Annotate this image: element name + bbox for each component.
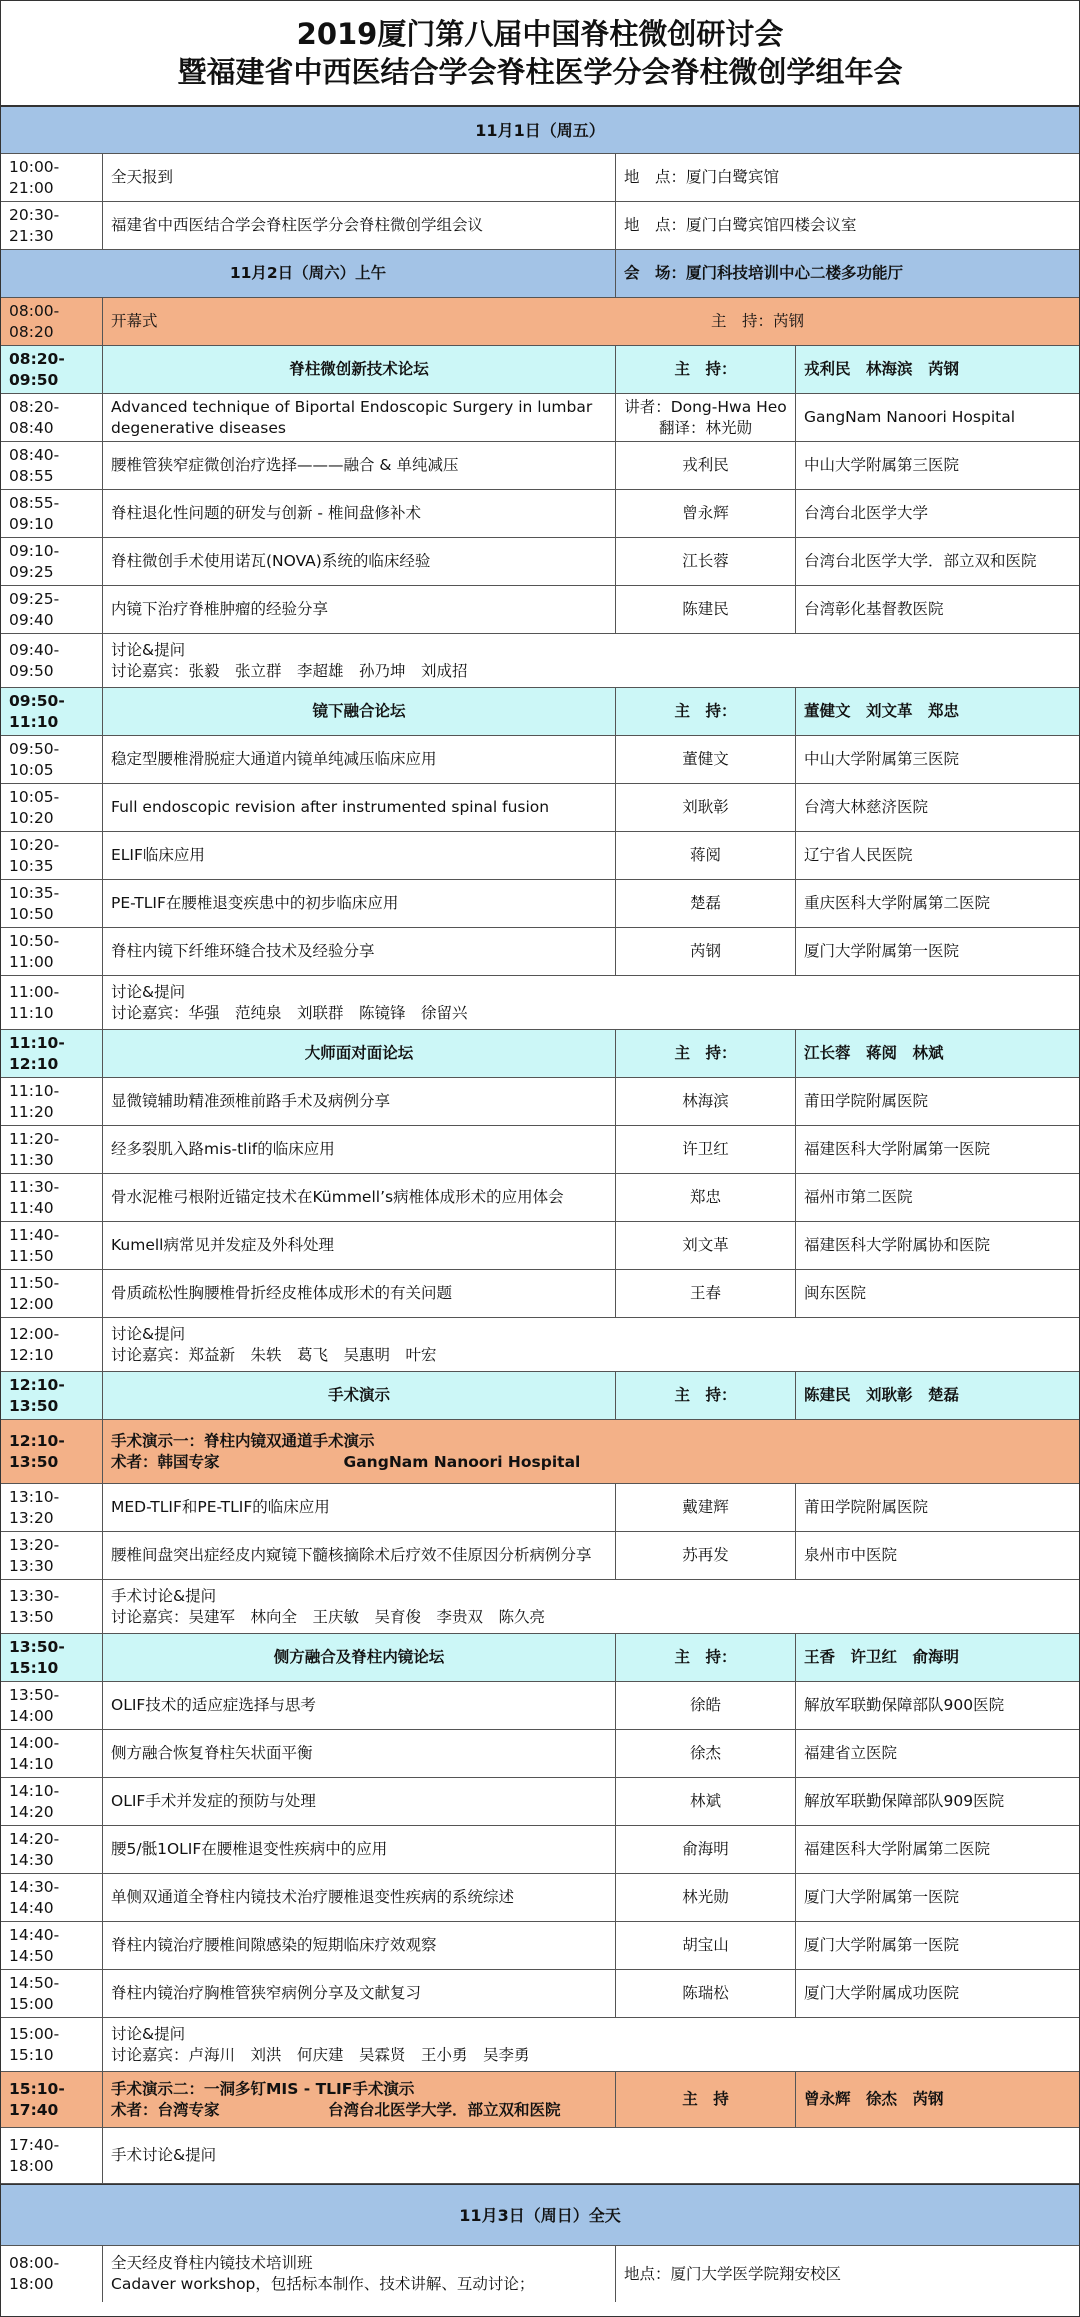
speaker-name: 刘文革 — [682, 1236, 729, 1254]
hosts: 董健文 刘文革 郑忠 — [804, 702, 960, 720]
demo2-line1: 手术演示二：一洞多钉MIS - TLIF手术演示 — [111, 2079, 415, 2098]
time-cell: 15:00-15:10 — [1, 2018, 103, 2071]
time-cell: 12:00-12:10 — [1, 1318, 103, 1371]
topic-cell: OLIF技术的适应症选择与思考 — [103, 1682, 616, 1729]
table-row — [1, 1532, 1079, 1580]
host-label: 主 持： — [616, 1372, 796, 1419]
speaker-cell — [616, 1484, 796, 1531]
schedule-row — [1, 154, 1079, 202]
translator-name: 翻译：林光勋 — [658, 418, 752, 437]
time-cell: 14:50-15:00 — [1, 1970, 103, 2017]
time-cell: 10:35-10:50 — [1, 880, 103, 927]
day1-header — [1, 106, 1079, 154]
speaker-cell — [616, 538, 796, 585]
time-cell: 14:40-14:50 — [1, 1922, 103, 1969]
table-row — [1, 394, 1079, 442]
table-row — [1, 538, 1079, 586]
speaker-name: 蒋阅 — [689, 846, 721, 864]
hospital-cell: 厦门大学附属第一医院 — [804, 1888, 960, 1906]
time-cell: 13:50-14:00 — [1, 1682, 103, 1729]
opening-row — [1, 298, 1079, 346]
host-label: 主 持： — [616, 346, 796, 393]
hospital-cell: 台湾大林慈济医院 — [804, 798, 929, 816]
time-cell: 10:05-10:20 — [1, 784, 103, 831]
time-cell: 13:30-13:50 — [1, 1580, 103, 1633]
demo2-line2: 术者：台湾专家 台湾台北医学大学．部立双和医院 — [111, 2100, 561, 2119]
speaker-cell — [616, 1078, 796, 1125]
hospital-cell: 福建医科大学附属协和医院 — [804, 1236, 991, 1254]
title-line-1: 2019厦门第八届中国脊柱微创研讨会 — [296, 17, 784, 51]
time-cell: 09:10-09:25 — [1, 538, 103, 585]
hospital-cell: 泉州市中医院 — [804, 1546, 898, 1564]
table-row — [1, 736, 1079, 784]
table-row — [1, 586, 1079, 634]
hospital-cell: 解放军联勤保障部队900医院 — [804, 1696, 1005, 1714]
topic-cell: 脊柱内镜治疗胸椎管狭窄病例分享及文献复习 — [103, 1970, 616, 2017]
section-name: 镜下融合论坛 — [103, 688, 616, 735]
time-cell: 08:40-08:55 — [1, 442, 103, 489]
speaker-name: 胡宝山 — [682, 1936, 729, 1954]
discussion-row — [1, 1580, 1079, 1634]
speaker-cell — [616, 1222, 796, 1269]
topic-cell: 脊柱微创手术使用诺瓦(NOVA)系统的临床经验 — [103, 538, 616, 585]
schedule-row — [1, 202, 1079, 250]
speaker-cell — [616, 1874, 796, 1921]
speaker-name: 讲者：Dong-Hwa Heo — [624, 397, 787, 416]
title-block — [1, 1, 1079, 106]
time-cell: 14:10-14:20 — [1, 1778, 103, 1825]
hospital-cell: 中山大学附属第三医院 — [804, 750, 960, 768]
host-label: 主 持： — [616, 1030, 796, 1077]
speaker-name: 陈建民 — [682, 600, 729, 618]
speaker-name: 林海滨 — [682, 1092, 729, 1110]
table-row — [1, 1174, 1079, 1222]
day2-title: 11月2日（周六）上午 — [1, 250, 616, 297]
discussion-title: 讨论&提问 — [111, 640, 186, 659]
hospital-cell: 重庆医科大学附属第二医院 — [804, 894, 991, 912]
hospital-cell: 福建医科大学附属第二医院 — [804, 1840, 991, 1858]
table-row — [1, 928, 1079, 976]
hosts: 戎利民 林海滨 芮钢 — [804, 360, 960, 378]
table-row — [1, 1222, 1079, 1270]
sections-container — [1, 346, 1079, 2072]
speaker-name: 徐杰 — [689, 1744, 721, 1762]
host-label: 主 持： — [616, 1634, 796, 1681]
topic-cell: 腰椎管狭窄症微创治疗选择———融合 & 单纯减压 — [103, 442, 616, 489]
speaker-cell — [616, 442, 796, 489]
speaker-cell — [616, 1826, 796, 1873]
hospital-cell: GangNam Nanoori Hospital — [804, 408, 1016, 426]
section-time: 13:50-15:10 — [1, 1634, 103, 1681]
speaker-name: 王春 — [689, 1284, 721, 1302]
hospital-cell: 解放军联勤保障部队909医院 — [804, 1792, 1005, 1810]
topic-cell: 全天报到 — [103, 154, 616, 201]
discussion-guests: 讨论嘉宾：吴建军 林向全 王庆敏 吴育俊 李贵双 陈久亮 — [111, 1607, 546, 1626]
hospital-cell: 福建医科大学附属第一医院 — [804, 1140, 991, 1158]
hospital-cell: 中山大学附属第三医院 — [804, 456, 960, 474]
topic-cell: ELIF临床应用 — [103, 832, 616, 879]
title-line-2: 暨福建省中西医结合学会脊柱医学分会脊柱微创学组年会 — [177, 55, 903, 89]
speaker-name: 林光勋 — [682, 1888, 729, 1906]
discussion-cell — [103, 976, 1079, 1029]
time-cell: 08:00-08:20 — [1, 298, 103, 345]
hospital-cell: 莆田学院附属医院 — [804, 1498, 929, 1516]
discussion-cell — [103, 2018, 1079, 2071]
speaker-cell — [616, 736, 796, 783]
speaker-cell — [616, 1778, 796, 1825]
host-label: 主 持： — [616, 688, 796, 735]
table-row — [1, 1874, 1079, 1922]
time-cell: 13:10-13:20 — [1, 1484, 103, 1531]
speaker-cell — [616, 1532, 796, 1579]
section-header-row — [1, 1030, 1079, 1078]
discussion-row — [1, 2018, 1079, 2072]
hosts: 曾永辉 徐杰 芮钢 — [804, 2090, 944, 2108]
table-row — [1, 442, 1079, 490]
speaker-cell — [616, 832, 796, 879]
discussion-cell — [103, 634, 1079, 687]
host-label: 主 持 — [616, 2072, 796, 2127]
section-header-row — [1, 346, 1079, 394]
topic-cell: PE-TLIF在腰椎退变疾患中的初步临床应用 — [103, 880, 616, 927]
speaker-name: 刘耿彰 — [682, 798, 729, 816]
section-time: 08:20-09:50 — [1, 346, 103, 393]
discussion-cell — [103, 1580, 1079, 1633]
topic-cell: MED-TLIF和PE-TLIF的临床应用 — [103, 1484, 616, 1531]
speaker-name: 戎利民 — [682, 456, 729, 474]
speaker-cell — [616, 394, 796, 441]
time-cell: 12:10-13:50 — [1, 1420, 103, 1483]
table-row — [1, 1778, 1079, 1826]
table-row — [1, 490, 1079, 538]
hospital-cell: 台湾台北医学大学 — [804, 504, 929, 522]
section-time: 12:10-13:50 — [1, 1372, 103, 1419]
section-name: 大师面对面论坛 — [103, 1030, 616, 1077]
demo2-topic — [103, 2072, 616, 2127]
topic-cell: OLIF手术并发症的预防与处理 — [103, 1778, 616, 1825]
section-name: 侧方融合及脊柱内镜论坛 — [103, 1634, 616, 1681]
speaker-name: 徐皓 — [689, 1696, 721, 1714]
table-row — [1, 1484, 1079, 1532]
speaker-name: 许卫红 — [682, 1140, 729, 1158]
discussion-title: 讨论&提问 — [111, 982, 186, 1001]
time-cell: 11:10-11:20 — [1, 1078, 103, 1125]
day3-line1: 全天经皮脊柱内镜技术培训班 — [111, 2254, 313, 2272]
hosts: 陈建民 刘耿彰 楚磊 — [804, 1386, 960, 1404]
time-cell: 11:50-12:00 — [1, 1270, 103, 1317]
speaker-name: 楚磊 — [689, 894, 721, 912]
hospital-cell: 台湾台北医学大学．部立双和医院 — [804, 552, 1037, 570]
table-row — [1, 880, 1079, 928]
topic-cell: Advanced technique of Biportal Endoscopic Surgery in lumbar degenerative diseases — [103, 394, 616, 441]
table-row — [1, 1970, 1079, 2018]
topic-cell: 稳定型腰椎滑脱症大通道内镜单纯减压临床应用 — [103, 736, 616, 783]
table-row — [1, 832, 1079, 880]
speaker-cell — [616, 586, 796, 633]
speaker-cell — [616, 1270, 796, 1317]
speaker-cell — [616, 1682, 796, 1729]
time-cell: 15:10-17:40 — [1, 2072, 103, 2127]
speaker-name: 江长蓉 — [682, 552, 729, 570]
hospital-cell: 厦门大学附属第一医院 — [804, 942, 960, 960]
topic-cell: 脊柱内镜治疗腰椎间隙感染的短期临床疗效观察 — [103, 1922, 616, 1969]
discussion-row — [1, 976, 1079, 1030]
section-header-row — [1, 1372, 1079, 1420]
discussion-guests: 讨论嘉宾：郑益新 朱轶 葛飞 吴惠明 叶宏 — [111, 1345, 437, 1364]
topic-cell: Kumell病常见并发症及外科处理 — [103, 1222, 616, 1269]
day3-line2: Cadaver workshop，包括标本制作、技术讲解、互动讨论； — [111, 2275, 535, 2293]
table-row — [1, 1126, 1079, 1174]
topic-cell: 侧方融合恢复脊柱矢状面平衡 — [103, 1730, 616, 1777]
time-cell: 09:40-09:50 — [1, 634, 103, 687]
demo-line2: 术者：韩国专家 GangNam Nanoori Hospital — [111, 1452, 581, 1471]
discussion-title: 手术讨论&提问 — [111, 1586, 217, 1605]
discussion-row — [1, 1318, 1079, 1372]
topic-cell: 脊柱内镜下纤维环缝合技术及经验分享 — [103, 928, 616, 975]
time-cell: 11:20-11:30 — [1, 1126, 103, 1173]
topic-cell: 脊柱退化性问题的研发与创新 - 椎间盘修补术 — [103, 490, 616, 537]
hospital-cell: 莆田学院附属医院 — [804, 1092, 929, 1110]
time-cell: 14:20-14:30 — [1, 1826, 103, 1873]
time-cell: 08:20-08:40 — [1, 394, 103, 441]
topic-cell: 腰5/骶1OLIF在腰椎退变性疾病中的应用 — [103, 1826, 616, 1873]
place-cell: 地点：厦门大学医学院翔安校区 — [624, 2264, 842, 2283]
section-time: 11:10-12:10 — [1, 1030, 103, 1077]
demo-topic — [103, 1420, 1079, 1483]
host-cell: 主 持：芮钢 — [711, 312, 805, 330]
topic-cell — [103, 2246, 616, 2302]
discussion-guests: 讨论嘉宾：卢海川 刘洪 何庆建 吴霖贤 王小勇 吴李勇 — [111, 2045, 530, 2064]
table-row — [1, 1270, 1079, 1318]
day3-header — [1, 2184, 1079, 2246]
speaker-name: 芮钢 — [689, 942, 721, 960]
time-cell: 10:20-10:35 — [1, 832, 103, 879]
hosts: 江长蓉 蒋阅 林斌 — [804, 1044, 944, 1062]
topic-cell: 开幕式 — [111, 312, 158, 330]
time-cell: 11:30-11:40 — [1, 1174, 103, 1221]
topic-cell: 显微镜辅助精准颈椎前路手术及病例分享 — [103, 1078, 616, 1125]
speaker-cell — [616, 1970, 796, 2017]
speaker-cell — [616, 1922, 796, 1969]
time-cell: 17:40-18:00 — [1, 2128, 103, 2183]
day2-header — [1, 250, 1079, 298]
hospital-cell: 辽宁省人民医院 — [804, 846, 913, 864]
final-row — [1, 2128, 1079, 2184]
table-row — [1, 1730, 1079, 1778]
speaker-name: 苏再发 — [682, 1546, 729, 1564]
time-cell: 10:00-21:00 — [1, 154, 103, 201]
speaker-cell — [616, 490, 796, 537]
topic-cell: 福建省中西医结合学会脊柱医学分会脊柱微创学组会议 — [103, 202, 616, 249]
table-row — [1, 1922, 1079, 1970]
time-cell: 14:30-14:40 — [1, 1874, 103, 1921]
table-row — [1, 784, 1079, 832]
hosts: 王香 许卫红 俞海明 — [804, 1648, 960, 1666]
topic-cell: 骨质疏松性胸腰椎骨折经皮椎体成形术的有关问题 — [103, 1270, 616, 1317]
hospital-cell: 福州市第二医院 — [804, 1188, 913, 1206]
speaker-name: 俞海明 — [682, 1840, 729, 1858]
speaker-cell — [616, 880, 796, 927]
speaker-cell — [616, 928, 796, 975]
topic-cell: Full endoscopic revision after instrumented spinal fusion — [103, 784, 616, 831]
hospital-cell: 厦门大学附属成功医院 — [804, 1984, 960, 2002]
time-cell: 20:30-21:30 — [1, 202, 103, 249]
topic-cell: 单侧双通道全脊柱内镜技术治疗腰椎退变性疾病的系统综述 — [103, 1874, 616, 1921]
section-name: 手术演示 — [103, 1372, 616, 1419]
speaker-cell — [616, 784, 796, 831]
discussion-guests: 讨论嘉宾：张毅 张立群 李超雄 孙乃坤 刘成招 — [111, 661, 468, 680]
section-header-row — [1, 1634, 1079, 1682]
topic-cell: 手术讨论&提问 — [111, 2146, 217, 2164]
discussion-title: 讨论&提问 — [111, 1324, 186, 1343]
speaker-name: 郑忠 — [689, 1188, 721, 1206]
time-cell: 09:50-10:05 — [1, 736, 103, 783]
speaker-cell — [616, 1174, 796, 1221]
day3-title: 11月3日（周日）全天 — [459, 2205, 621, 2225]
discussion-row — [1, 634, 1079, 688]
time-cell: 13:20-13:30 — [1, 1532, 103, 1579]
demo-line1: 手术演示一：脊柱内镜双通道手术演示 — [111, 1431, 375, 1450]
time-cell: 08:55-09:10 — [1, 490, 103, 537]
speaker-name: 戴建辉 — [682, 1498, 729, 1516]
topic-cell: 内镜下治疗脊椎肿瘤的经验分享 — [103, 586, 616, 633]
topic-cell: 经多裂肌入路mis-tlif的临床应用 — [103, 1126, 616, 1173]
day1-title: 11月1日（周五） — [475, 120, 605, 140]
discussion-cell — [103, 1318, 1079, 1371]
speaker-name: 陈瑞松 — [682, 1984, 729, 2002]
demo2-row — [1, 2072, 1079, 2128]
time-cell: 11:00-11:10 — [1, 976, 103, 1029]
hospital-cell: 福建省立医院 — [804, 1744, 898, 1762]
hospital-cell: 台湾彰化基督教医院 — [804, 600, 944, 618]
section-time: 09:50-11:10 — [1, 688, 103, 735]
table-row — [1, 1826, 1079, 1874]
section-header-row — [1, 688, 1079, 736]
speaker-name: 董健文 — [682, 750, 729, 768]
time-cell: 08:00-18:00 — [1, 2246, 103, 2302]
hospital-cell: 闽东医院 — [804, 1284, 867, 1302]
demo-row — [1, 1420, 1079, 1484]
time-cell: 11:40-11:50 — [1, 1222, 103, 1269]
discussion-guests: 讨论嘉宾：华强 范纯泉 刘联群 陈镜锋 徐留兴 — [111, 1003, 468, 1022]
discussion-title: 讨论&提问 — [111, 2024, 186, 2043]
speaker-name: 林斌 — [689, 1792, 721, 1810]
table-row — [1, 1682, 1079, 1730]
topic-cell: 腰椎间盘突出症经皮内窥镜下髓核摘除术后疗效不佳原因分析病例分享 — [103, 1532, 616, 1579]
time-cell: 10:50-11:00 — [1, 928, 103, 975]
speaker-name: 曾永辉 — [682, 504, 729, 522]
hospital-cell: 厦门大学附属第一医院 — [804, 1936, 960, 1954]
day2-venue: 会 场：厦门科技培训中心二楼多功能厅 — [624, 264, 904, 282]
time-cell: 14:00-14:10 — [1, 1730, 103, 1777]
time-cell: 09:25-09:40 — [1, 586, 103, 633]
day3-row — [1, 2246, 1079, 2302]
topic-cell: 骨水泥椎弓根附近锚定技术在Kümmell’s病椎体成形术的应用体会 — [103, 1174, 616, 1221]
speaker-cell — [616, 1126, 796, 1173]
speaker-cell — [616, 1730, 796, 1777]
table-row — [1, 1078, 1079, 1126]
place-cell: 地 点：厦门白鹭宾馆 — [624, 168, 780, 186]
section-name: 脊柱微创新技术论坛 — [103, 346, 616, 393]
place-cell: 地 点：厦门白鹭宾馆四楼会议室 — [624, 216, 857, 234]
